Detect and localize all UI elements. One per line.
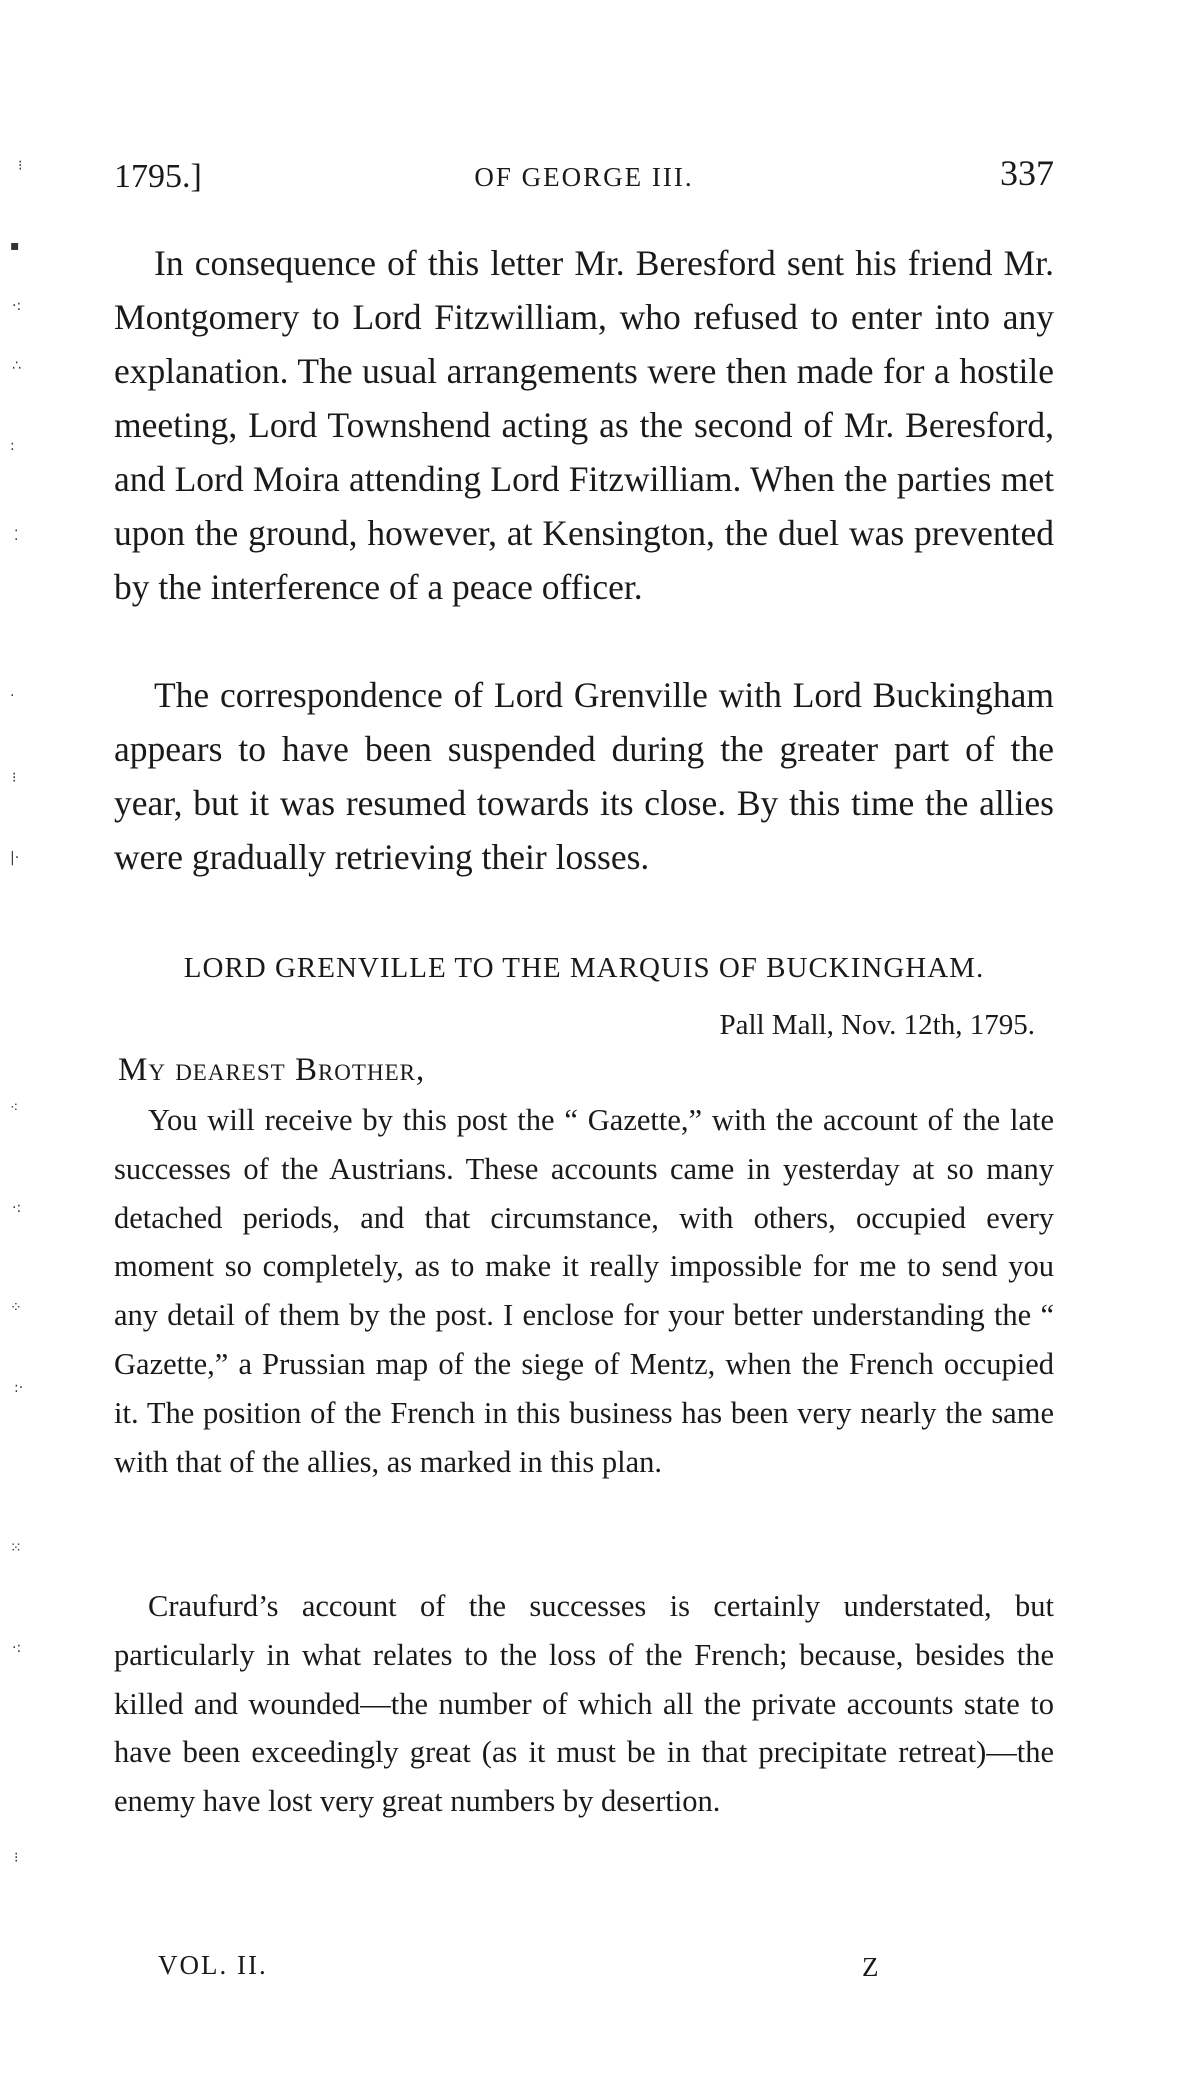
header-title: OF GEORGE III. <box>474 162 694 192</box>
letter-salutation: My dearest Brother, <box>118 1052 426 1088</box>
margin-mark: ⁚ <box>14 528 19 544</box>
letter-paragraph-1: You will receive by this post the “ Gazette,” with the account of the late successes of the Austrians. These accounts came in yesterday at so many detached periods, and that circumstance, with others, occupied every moment so completely, as to make it really impossible for me to send you any detail of them by the post. I enclose for your better understanding the “ Gazette,” a Prussian map of the siege of Mentz, when the French occupied it. The position of the French in this business has been very nearly the same with that of the allies, as marked in this plan. <box>114 1103 1054 1479</box>
margin-mark: ⁙ <box>10 1540 22 1556</box>
intro-paragraph-2: The correspondence of Lord Grenville with Lord Buckingham appears to have been suspended during the greater part of the year, but it was resumed towards its close. By this time the allies were gradually retrieving their losses. <box>114 675 1054 877</box>
header-year: 1795.] <box>114 158 202 195</box>
margin-mark: ∴ <box>12 358 21 374</box>
letter-paragraph-2: Craufurd’s account of the successes is certainly understated, but particularly in what relates to the loss of the French; because, besides the killed and wounded—the number of which all the private accounts state to have been exceedingly great (as it must be in that precipitate retreat)—the enemy have lost very great numbers by desertion. <box>114 1589 1054 1819</box>
margin-mark: ⁝ <box>12 770 17 786</box>
margin-mark: · <box>10 688 15 704</box>
margin-mark: ▪ <box>10 238 20 254</box>
running-header <box>114 152 1054 200</box>
margin-mark: : <box>10 438 15 454</box>
letter-dateline: Pall Mall, Nov. 12th, 1795. <box>719 1009 1035 1041</box>
page-number: 337 <box>1000 153 1054 193</box>
margin-mark: ·: <box>12 1640 22 1656</box>
left-margin-bleed-through <box>0 0 80 2088</box>
letter-heading: LORD GRENVILLE TO THE MARQUIS OF BUCKINGHAM. <box>183 952 985 984</box>
margin-mark: :· <box>14 1380 24 1396</box>
margin-mark: ·: <box>12 1200 22 1216</box>
margin-mark: ·: <box>12 298 22 314</box>
gathering-signature: Z <box>862 1952 879 1982</box>
margin-mark: ⁝ <box>18 158 23 174</box>
volume-signature: VOL. II. <box>158 1950 268 1980</box>
intro-paragraph-1: In consequence of this letter Mr. Beresford sent his friend Mr. Montgomery to Lord Fitzwilliam, who refused to enter into any explanation. The usual arrangements were then made for a hostile meeting, Lord Townshend acting as the second of Mr. Beresford, and Lord Moira attending Lord Fitzwilliam. When the parties met upon the ground, however, at Kensington, the duel was prevented by the interference of a peace officer. <box>114 243 1054 607</box>
margin-mark: ⁖ <box>10 1100 19 1116</box>
margin-mark: |· <box>10 850 20 866</box>
margin-mark: ⁘ <box>10 1300 22 1316</box>
margin-mark: ⁝ <box>14 1850 19 1866</box>
